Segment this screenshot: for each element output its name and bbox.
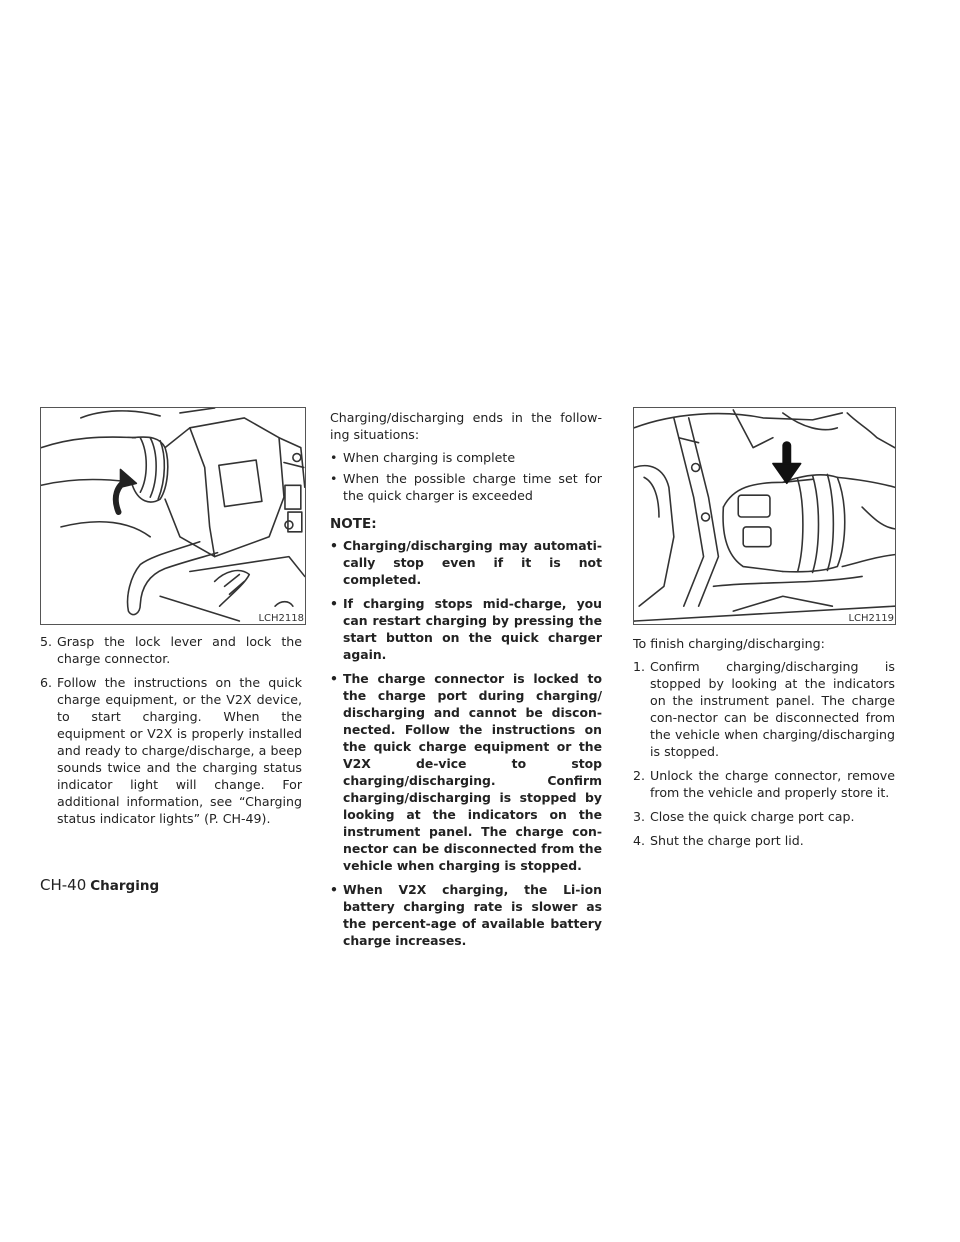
step-text: Close the quick charge port cap. xyxy=(650,809,855,824)
step-6 xyxy=(40,674,302,827)
step-number: 6. xyxy=(40,675,53,690)
bullet-glyph: • xyxy=(330,671,338,686)
step-number: 1. xyxy=(633,659,646,674)
page-footer xyxy=(40,876,159,894)
lock-lever-drawing xyxy=(41,408,305,624)
bullet-glyph: • xyxy=(330,471,338,486)
finish-step-2 xyxy=(633,767,895,801)
note-heading: NOTE: xyxy=(330,516,377,532)
list-item-text: When the possible charge time set for the quick charger is exceeded xyxy=(343,471,602,503)
bullet-glyph: • xyxy=(330,882,338,897)
note-item-text: The charge connector is locked to the charge port during charging/ discharging and cannot be discon-nected. Follow the instructions on the quick charge equipment or the V2X de-vice to stop charging/discharging. Confirm charging/discharging is stopped by looking at the indicators on the instrument panel. The charge con-nector can be disconnected from the vehicle when charging is stopped. xyxy=(343,671,602,873)
finish-step-4 xyxy=(633,832,895,849)
step-text: Confirm charging/discharging is stopped by looking at the indicators on the instrument panel. The charge con-nector can be disconnected from the vehicle when charging/discharging is stopped. xyxy=(650,659,895,759)
figure-lock-lever-illustration xyxy=(40,407,306,625)
note-item-text: If charging stops mid-charge, you can restart charging by pressing the start button on the quick charger again. xyxy=(343,596,602,662)
middle-column xyxy=(330,409,602,956)
note-item xyxy=(330,670,602,874)
note-item-text: When V2X charging, the Li-ion battery charging rate is slower as the percent-age of available battery charge increases. xyxy=(343,882,602,948)
figure-id-label: LCH2118 xyxy=(258,613,304,624)
intro-paragraph: Charging/discharging ends in the follow-ing situations: xyxy=(330,410,602,442)
list-item-text: When charging is complete xyxy=(343,450,516,465)
step-text: Unlock the charge connector, remove from the vehicle and properly store it. xyxy=(650,768,895,800)
bullet-glyph: • xyxy=(330,596,338,611)
step-number: 3. xyxy=(633,809,646,824)
page-number: CH-40 xyxy=(40,876,87,894)
finish-lead: To finish charging/discharging: xyxy=(633,636,825,651)
list-item xyxy=(330,449,602,466)
note-item xyxy=(330,595,602,663)
step-text: Grasp the lock lever and lock the charge connector. xyxy=(57,634,302,666)
step-number: 4. xyxy=(633,833,646,848)
right-column xyxy=(633,407,895,856)
note-item-text: Charging/discharging may automati-cally stop even if it is not completed. xyxy=(343,538,602,587)
finish-step-3 xyxy=(633,808,895,825)
bullet-glyph: • xyxy=(330,538,338,553)
step-5 xyxy=(40,633,302,667)
step-number: 2. xyxy=(633,768,646,783)
charge-port-drawing xyxy=(634,408,895,624)
step-number: 5. xyxy=(40,634,53,649)
section-title: Charging xyxy=(90,878,160,894)
figure-charge-port-illustration xyxy=(633,407,896,625)
left-column xyxy=(40,407,302,834)
list-item xyxy=(330,470,602,504)
step-text: Shut the charge port lid. xyxy=(650,833,804,848)
bullet-glyph: • xyxy=(330,450,338,465)
note-item xyxy=(330,537,602,588)
figure-id-label: LCH2119 xyxy=(848,613,894,624)
finish-step-1 xyxy=(633,658,895,760)
note-item xyxy=(330,881,602,949)
step-text: Follow the instructions on the quick charge equipment, or the V2X device, to start charging. When the equipment or V2X is properly installed and ready to charge/discharge, a beep sounds twice and the charging status indicator light will change. For additional information, see “Charging status indicator lights” (P. CH-49). xyxy=(57,675,302,826)
